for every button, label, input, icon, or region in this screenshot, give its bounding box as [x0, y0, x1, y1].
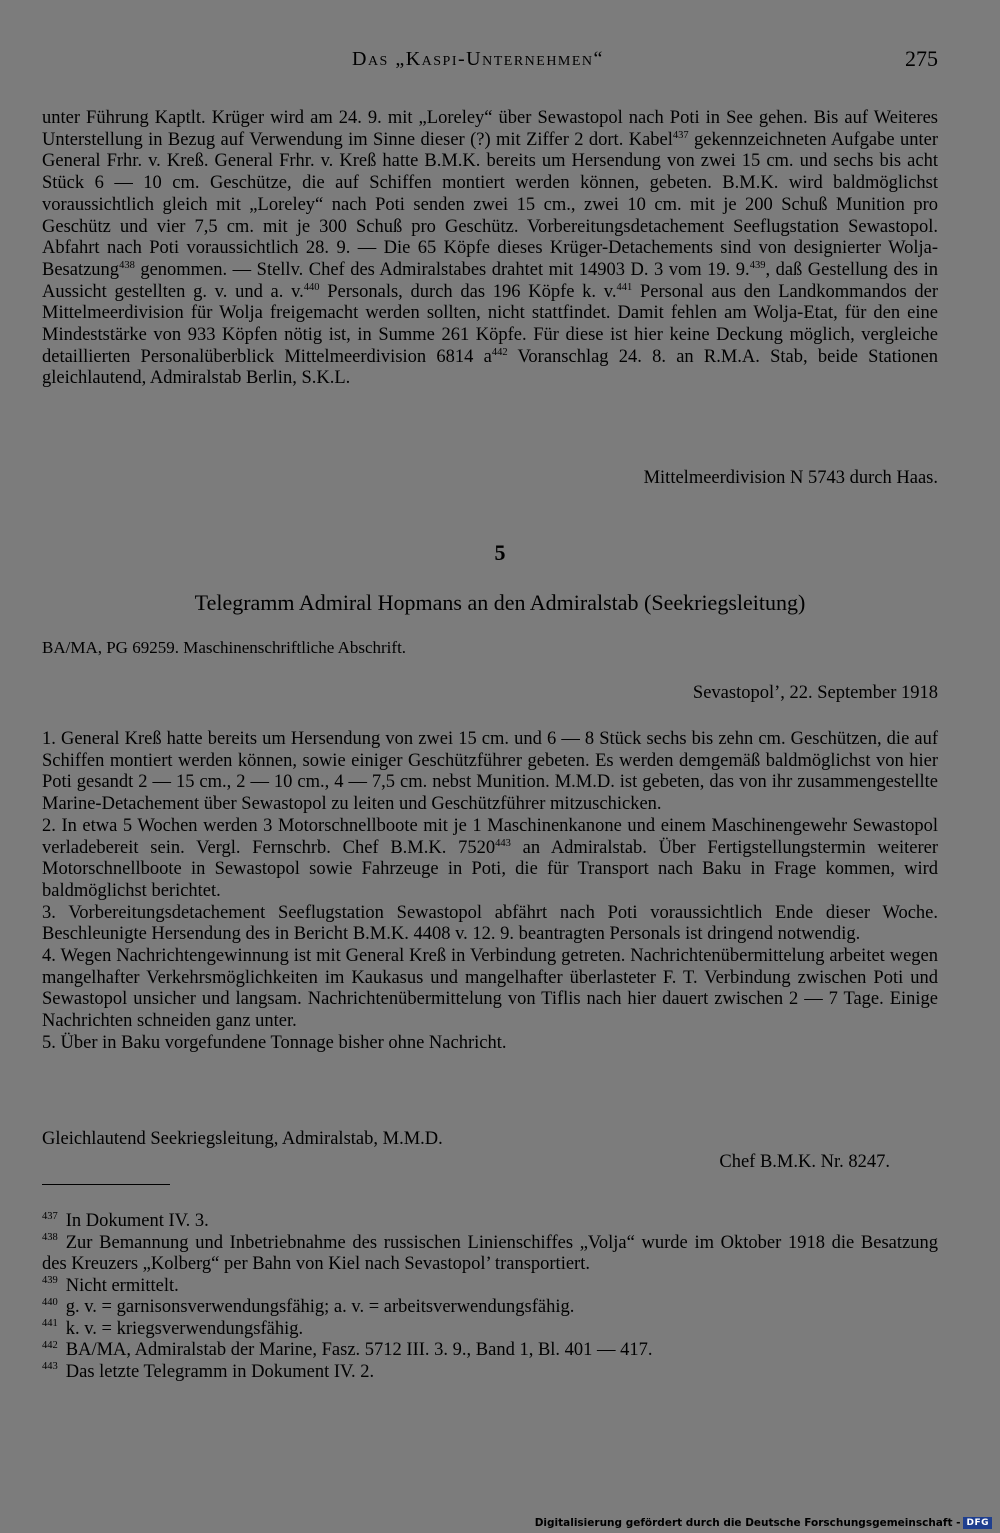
distribution-line: Gleichlautend Seekriegsleitung, Admiralstab, M.M.D.: [42, 1129, 443, 1149]
running-title: Das „Kaspi-Unternehmen“: [352, 48, 604, 70]
text-segment: Personals, durch das 196 Köpfe k. v.: [319, 281, 617, 302]
continuation-paragraph: [42, 108, 938, 390]
footnotes: [42, 1211, 938, 1383]
page-number: 275: [905, 46, 938, 71]
continuation-text: [42, 108, 938, 390]
digitization-credit: [535, 1517, 992, 1529]
continuation-sign-off: Mittelmeerdivision N 5743 durch Haas.: [643, 468, 938, 488]
telegram-point: [42, 816, 938, 903]
footnote-number: 438: [42, 1232, 58, 1244]
text-segment: , daß Gestellung des in Aussicht gestellten g. v. und a. v.: [42, 259, 938, 302]
text-segment: unter Führung Kaptlt. Krüger wird am 24. 9. mit „Loreley“ über Sewastopol nach Poti in See gehen. Bis auf Weiteres Unterstellung in Bezug auf Verwendung im Sinne dieser (?) mit Ziffer 2 dort. Kabel: [42, 108, 938, 150]
footnote-ref: 438: [119, 259, 135, 271]
footnote: [42, 1340, 938, 1362]
telegram-signature: Chef B.M.K. Nr. 8247.: [719, 1152, 890, 1172]
text-segment: genommen. — Stellv. Chef des Admiralstabes drahtet mit 14903 D. 3 vom 19. 9.: [134, 259, 750, 280]
footnote-number: 440: [42, 1296, 58, 1308]
footnote-text: BA/MA, Admiralstab der Marine, Fasz. 5712 III. 3. 9., Band 1, Bl. 401 — 417.: [65, 1340, 653, 1360]
footnote: [42, 1276, 938, 1298]
telegram-body: [42, 729, 938, 1055]
footnote-divider: [42, 1184, 170, 1185]
telegram-point: 4. Wegen Nachrichtengewinnung ist mit General Kreß in Verbindung getreten. Nachrichtenübermittelung arbeitet wegen mangelhafter Verkehrsmöglichkeiten im Kaukasus und mangelhafter überlasteter F. T. Verbindung zwischen Poti und Sewastopol unsicher und langsam. Nachrichtenübermittelung von Tiflis nach hier dauert zwischen 2 — 7 Tage. Einige Nachrichten schneiden ganz unter.: [42, 946, 938, 1032]
place-date: Sevastopol’, 22. September 1918: [692, 683, 938, 703]
footnote-ref: 441: [616, 281, 633, 293]
footnote-ref: 439: [749, 259, 766, 271]
text-segment: an Admiralstab. Über Fertigstellungstermin weiterer Motorschnellboote in Sewastopol sowie Fahrzeuge in Poti, die für Transport nach Baku in Frage kommen, wird baldmöglichst berichtet.: [42, 837, 939, 901]
footnote-text: g. v. = garnisonsverwendungsfähig; a. v. = arbeitsverwendungsfähig.: [65, 1297, 575, 1317]
footnote: [42, 1211, 938, 1233]
footnote-number: 441: [42, 1318, 58, 1330]
footnote-ref: 443: [495, 837, 511, 849]
footnote-ref: 440: [303, 281, 320, 293]
telegram-point: 5. Über in Baku vorgefundene Tonnage bisher ohne Nachricht.: [42, 1032, 507, 1053]
footnote: [42, 1319, 938, 1341]
dfg-logo-icon: DFG: [963, 1517, 992, 1529]
footnote-ref: 442: [491, 346, 508, 358]
footnote-text: In Dokument IV. 3.: [65, 1211, 209, 1231]
text-segment: gekennzeichneten Aufgabe unter General Frhr. v. Kreß. General Frhr. v. Kreß hatte B.M.K. bereits um Hersendung von zwei 15 cm. und sechs bis acht Stück 6 — 10 cm. Geschütze, die auf Schiffen montiert werden können, gebeten. B.M.K. wird baldmöglichst voraussichtlich gleich mit „Loreley“ nach Poti senden zwei 15 cm., zwei 10 cm. mit je 200 Schuß Munition pro Geschütz und vier 7,5 cm. mit je 300 Schuß pro Geschütz. Vorbereitungsdetachement Seeflugstation Sewastopol. Abfahrt nach Poti voraussichtlich 28. 9. — Die 65 Köpfe dieses Krüger-Detachements sind von designierter Wolja-Besatzung: [42, 129, 938, 280]
footnote-number: 437: [42, 1210, 58, 1222]
footnote: [42, 1233, 938, 1276]
footnote-number: 443: [42, 1361, 58, 1373]
telegram-point: 3. Vorbereitungsdetachement Seeflugstation Sewastopol abfährt nach Poti voraussichtlich Ende dieser Woche. Beschleunigte Hersendung des in Bericht B.M.K. 4408 v. 12. 9. beantragten Personals ist dringend notwendig.: [42, 902, 938, 945]
source-line: BA/MA, PG 69259. Maschinenschriftliche Abschrift.: [42, 638, 407, 657]
text-segment: 2. In etwa 5 Wochen werden 3 Motorschnellboote mit je 1 Maschinenkanone und einem Maschinengewehr Sewastopol verladebereit sein. Vergl. Fernschrb. Chef B.M.K. 7520: [42, 815, 938, 858]
footnote-number: 439: [42, 1275, 58, 1287]
footnote-text: k. v. = kriegsverwendungsfähig.: [65, 1318, 304, 1339]
footnote: [42, 1297, 938, 1319]
text-segment: Personal aus den Landkommandos der Mittelmeerdivision für Wolja freigemacht werden sollten, nicht stattfindet. Damit fehlen am Wolja-Etat, für den eine Mindeststärke von 933 Köpfen nötig ist, in Summe 261 Köpfe. Für diese ist hier keine Deckung möglich, vergleiche detaillierten Personalüberblick Mittelmeerdivision 6814 a: [42, 281, 938, 367]
footnote-number: 442: [42, 1339, 58, 1351]
document-number: 5: [494, 540, 506, 565]
credit-text: Digitalisierung gefördert durch die Deutsche Forschungsgemeinschaft -: [534, 1517, 961, 1529]
footnote: [42, 1362, 938, 1384]
footnote-ref: 437: [672, 129, 689, 141]
telegram-point: 1. General Kreß hatte bereits um Hersendung von zwei 15 cm. und 6 — 8 Stück sechs bis zehn cm. Geschützen, die auf Schiffen montiert werden können, sowie einiger Geschützführer gebeten. Es werden demgemäß baldmöglichst von hier Poti gesandt 2 — 15 cm., 2 — 10 cm., 4 — 7,5 cm. nebst Munition. M.M.D. ist gebeten, das von ihr zusammengestellte Marine-Detachement über Sewastopol zu leiten und Geschützführer mitzuschicken.: [42, 729, 938, 815]
text-segment: Voranschlag 24. 8. an R.M.A. Stab, beide Stationen gleichlautend, Admiralstab Berlin, S.K.L.: [42, 346, 938, 389]
footnote-text: Das letzte Telegramm in Dokument IV. 2.: [65, 1361, 375, 1382]
document-heading: Telegramm Admiral Hopmans an den Admiralstab (Seekriegsleitung): [194, 590, 806, 615]
footnote-text: Nicht ermittelt.: [65, 1275, 179, 1296]
footnote-text: Zur Bemannung und Inbetriebnahme des russischen Linienschiffes „Volja“ wurde im Oktober 1918 die Besatzung des Kreuzers „Kolberg“ per Bahn von Kiel nach Sevastopol’ transportiert.: [42, 1232, 938, 1274]
